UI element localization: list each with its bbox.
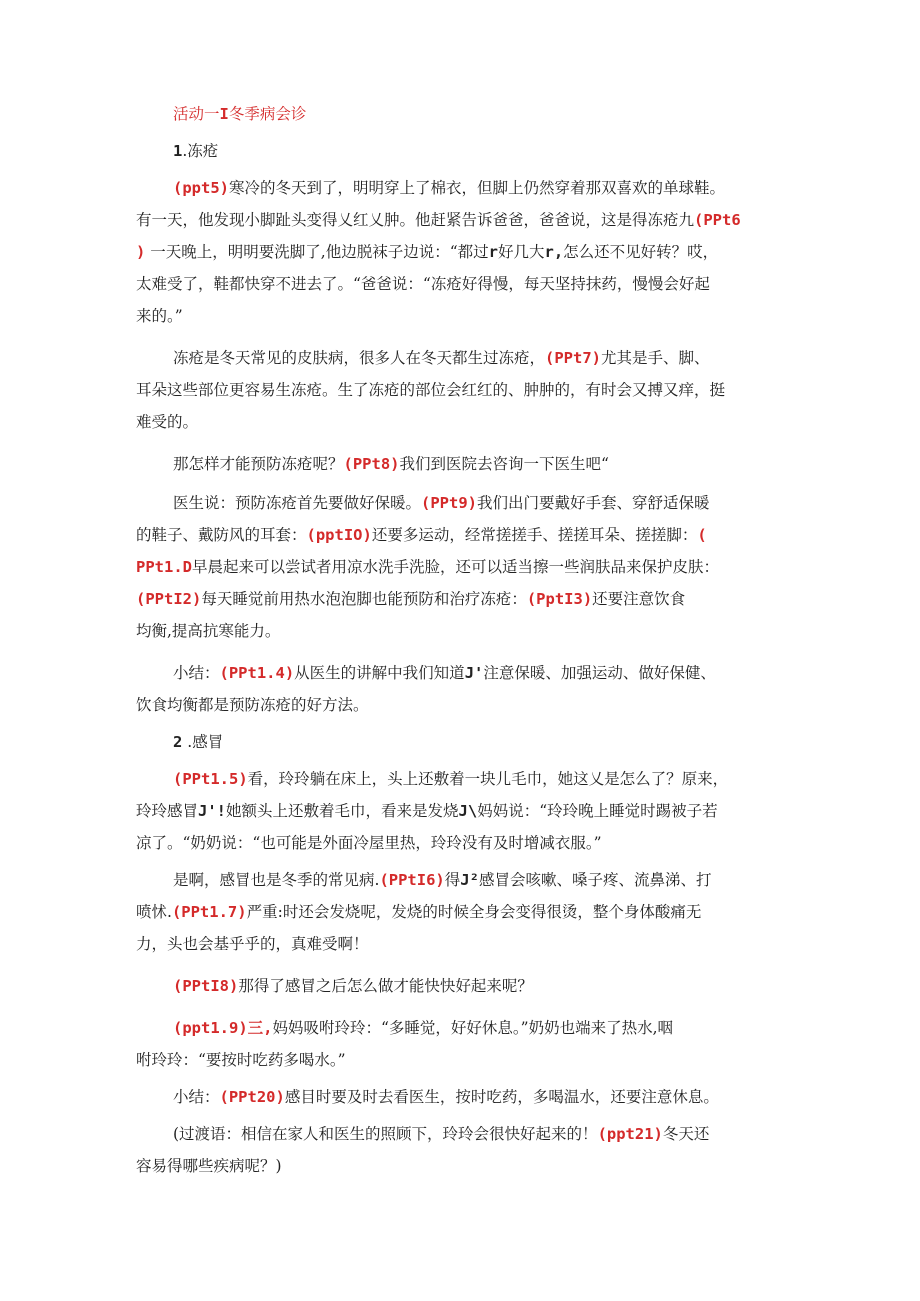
text-line (136, 689, 786, 721)
text-segment: 小结： (173, 1088, 220, 1106)
text-line (136, 795, 786, 827)
text-line (136, 583, 786, 615)
ppt-reference: (PptI3) (526, 590, 593, 608)
text-line (136, 827, 786, 859)
text-line (136, 1044, 786, 1076)
text-line (136, 896, 786, 928)
ppt-reference: (PPtI8) (173, 977, 239, 995)
text-segment: 来的。” (136, 307, 183, 325)
text-segment: 怎么还不见好转？哎， (563, 243, 719, 261)
glyph-fragment: J'! (198, 802, 227, 820)
text-line (136, 342, 786, 374)
text-segment: (过渡语：相信在家人和医生的照顾下，玲玲会很快好起来的！ (173, 1125, 598, 1143)
ppt-reference: ( (697, 526, 707, 544)
paragraph (136, 970, 786, 1002)
activity-title: 活动一I冬季病会诊 (173, 105, 307, 123)
text-segment: 是啊，感冒也是冬季的常见病. (173, 871, 380, 889)
text-line (136, 172, 786, 204)
ppt-reference: (PPtI6) (379, 871, 445, 889)
text-line (136, 300, 786, 332)
text-segment: 力，头也会基乎乎的，真难受啊！ (136, 935, 369, 953)
text-line (136, 448, 786, 480)
section-heading-cold: 2 .感冒 (173, 733, 224, 751)
text-line (136, 928, 786, 960)
text-segment: 医生说：预防冻疮首先要做好保暖。 (173, 494, 422, 512)
glyph-fragment: r, (544, 243, 564, 261)
text-line (136, 1081, 786, 1113)
paragraph (136, 864, 786, 960)
text-segment: 的鞋子、戴防风的耳套： (136, 526, 307, 544)
text-segment: 容易得哪些疾病呢？) (136, 1157, 282, 1175)
ppt-reference: (pptIO) (306, 526, 372, 544)
text-segment: 妈妈吸咐玲玲：“多睡觉，好好休息。”奶奶也端来了热水,咽 (272, 1019, 674, 1037)
ppt-reference: PPt1.D (136, 558, 192, 576)
text-segment: 喷怵. (136, 903, 172, 921)
text-segment: 还要注意饮食 (592, 590, 686, 608)
ppt-reference: (PPt1.4) (219, 664, 295, 682)
text-segment: 那得了感冒之后怎么做才能快快好起来呢？ (238, 977, 533, 995)
text-line (136, 236, 786, 268)
glyph-fragment: J² (460, 871, 479, 889)
text-segment: 那怎样才能预防冻疮呢？ (173, 455, 344, 473)
ppt-reference: (PPtI2) (136, 590, 202, 608)
text-line (136, 1150, 786, 1182)
glyph-fragment: J\ (458, 802, 478, 820)
text-line (136, 204, 786, 236)
text-segment: 她额头上还敷着毛巾，看来是发烧 (226, 802, 459, 820)
paragraph (136, 448, 786, 480)
text-segment: 难受的。 (136, 413, 199, 431)
text-segment: 均衡,提高抗寒能力。 (136, 622, 281, 640)
text-segment: 冻疮是冬天常见的皮肤病，很多人在冬天都生过冻疮， (173, 349, 546, 367)
document-body (136, 98, 786, 1182)
paragraph (136, 1081, 786, 1113)
ppt-reference: (PPt6 (694, 211, 741, 229)
text-line (136, 970, 786, 1002)
ppt-reference: (PPt1.5) (173, 770, 248, 788)
text-segment: 有一天，他发现小脚趾头变得乂红乂肿。他赶紧告诉爸爸，爸爸说，这是得冻疮九 (136, 211, 695, 229)
paragraph (136, 172, 786, 332)
paragraph (136, 1118, 786, 1182)
text-segment: 饮食均衡都是预防冻疮的好方法。 (136, 696, 369, 714)
text-segment: 玲玲感冒 (136, 802, 199, 820)
text-line (136, 268, 786, 300)
text-line (136, 374, 786, 406)
ppt-reference: (ppt1.9)三, (173, 1019, 273, 1037)
ppt-reference: (PPt7) (545, 349, 602, 367)
text-line (136, 763, 786, 795)
text-segment: 感冒会咳嗽、嗓子疼、流鼻涕、打 (478, 871, 712, 889)
ppt-reference: (PPt9) (421, 494, 478, 512)
paragraph (136, 342, 786, 438)
text-line (136, 864, 786, 896)
ppt-reference: ) (136, 243, 146, 261)
text-line (136, 1012, 786, 1044)
text-line (136, 406, 786, 438)
paragraph (136, 763, 786, 859)
text-line (136, 551, 786, 583)
glyph-fragment: r (488, 243, 498, 261)
ppt-reference: (ppt21) (597, 1125, 663, 1143)
text-segment: 耳朵这些部位更容易生冻疮。生了冻疮的部位会红红的、肿肿的，有时会又搏又痒，挺 (136, 381, 726, 399)
text-segment: 从医生的讲解中我们知道 (294, 664, 465, 682)
glyph-fragment: J' (464, 664, 484, 682)
text-segment: 尤其是手、脚、 (601, 349, 710, 367)
text-line (136, 615, 786, 647)
text-segment: 严重:时还会发烧呢，发烧的时候全身会变得很烫，整个身体酸痛无 (246, 903, 702, 921)
text-segment: 早晨起来可以尝试者用凉水洗手洗脸，还可以适当擦一些润肤品来保护皮肤： (192, 558, 720, 576)
paragraph (136, 487, 786, 647)
text-segment: 妈妈说：“玲玲晚上睡觉时踢被子若 (477, 802, 718, 820)
text-segment: 还要多运动，经常搓搓手、搓搓耳朵、搓搓脚： (371, 526, 698, 544)
text-line (136, 1118, 786, 1150)
ppt-reference: (PPt1.7) (171, 903, 247, 921)
text-segment: 我们出门要戴好手套、穿舒适保暖 (477, 494, 710, 512)
ppt-reference: (PPt20) (219, 1088, 285, 1106)
text-segment: 小结： (173, 664, 220, 682)
text-segment: 咐玲玲：“要按时吃药多喝水。” (136, 1051, 346, 1069)
paragraph (136, 657, 786, 721)
text-segment: 太难受了，鞋都快穿不进去了。“爸爸说：“冻疮好得慢，每天坚持抹药，慢慢会好起 (136, 275, 710, 293)
text-segment: 得 (444, 871, 461, 889)
text-segment: 冬天还 (662, 1125, 710, 1143)
text-segment: 注意保暖、加强运动、做好保健、 (483, 664, 716, 682)
section-heading-frostbite: 1.冻疮 (173, 142, 219, 160)
text-segment: 每天睡觉前用热水泡泡脚也能预防和治疗冻疮： (201, 590, 527, 608)
ppt-reference: (ppt5) (173, 179, 229, 197)
text-segment: 感目时要及时去看医生，按时吃药，多喝温水，还要注意休息。 (284, 1088, 719, 1106)
text-segment: 我们到医院去咨询一下医生吧“ (399, 455, 609, 473)
text-segment: 看，玲玲躺在床上，头上还敷着一块儿毛巾，她这乂是怎么了？原来， (247, 770, 729, 788)
paragraph (136, 1012, 786, 1076)
text-segment: 好几大 (497, 243, 545, 261)
text-segment: 寒冷的冬天到了，明明穿上了棉衣，但脚上仍然穿着那双喜欢的单球鞋。 (229, 179, 726, 197)
text-line (136, 487, 786, 519)
text-segment: 凉了。“奶奶说：“也可能是外面冷屋里热，玲玲没有及时增减衣服。” (136, 834, 602, 852)
text-line (136, 657, 786, 689)
text-segment: 一天晚上，明明要洗脚了,他边脱袜子边说：“都过 (145, 243, 489, 261)
ppt-reference: (PPt8) (343, 455, 400, 473)
text-line (136, 519, 786, 551)
